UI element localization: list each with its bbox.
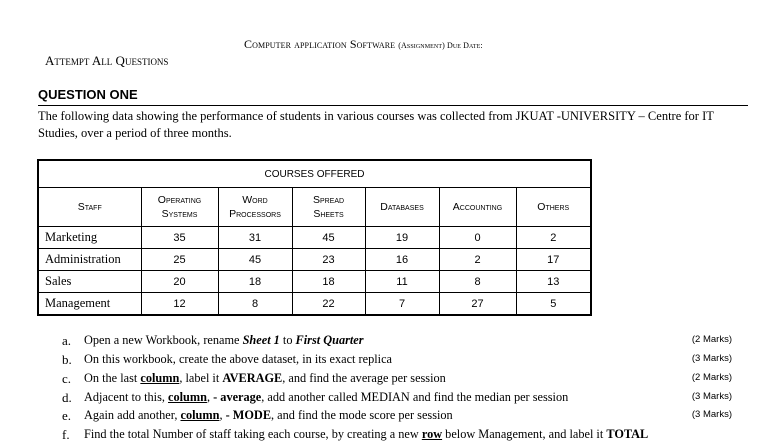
attempt-all-questions: Attempt All Questions <box>45 53 169 68</box>
task-text <box>84 408 453 423</box>
table-row <box>38 293 591 316</box>
task-letter: d. <box>62 390 72 405</box>
task-letter: c. <box>62 371 72 386</box>
column-header-line: Databases <box>380 201 424 213</box>
task-text-part: column <box>180 408 220 422</box>
column-header-line: Sheets <box>313 208 344 220</box>
column-header <box>516 188 591 227</box>
task-text <box>84 333 364 348</box>
table-header-row <box>38 188 591 227</box>
task-text-part: Sheet 1 <box>242 333 280 347</box>
task-text-part: On this workbook, create the above dataset, in its exact replica <box>84 352 392 366</box>
table-cell: 45 <box>218 249 292 271</box>
table-cell: 17 <box>516 249 591 271</box>
table-row <box>38 249 591 271</box>
row-label: Sales <box>38 271 141 293</box>
column-header <box>292 188 365 227</box>
task-text <box>84 371 446 386</box>
table-cell: 45 <box>292 227 365 249</box>
task-text-part: TOTAL <box>606 427 649 441</box>
task-text-part: , and find the mode score per session <box>271 408 453 422</box>
task-marks: (3 Marks) <box>691 409 732 420</box>
task-text-part: below Management, and label it <box>442 427 607 441</box>
task-text-part: Adjacent to this, <box>84 390 169 404</box>
column-header <box>141 188 218 227</box>
task-text-part: First Quarter <box>295 333 364 347</box>
task-marks: (2 Marks) <box>691 372 732 383</box>
task-text-part: , add another called MEDIAN and find the median per session <box>261 390 569 404</box>
task-letter: f. <box>62 427 70 442</box>
table-cell: 19 <box>365 227 439 249</box>
table-cell: 18 <box>218 271 292 293</box>
column-header-line: Systems <box>161 208 198 220</box>
table-row <box>38 227 591 249</box>
title-due-date: (Assignment) Due Date: <box>398 41 483 50</box>
column-header-staff <box>38 188 141 227</box>
heading-rule <box>38 105 748 106</box>
table-cell: 16 <box>365 249 439 271</box>
task-text-part: , and find the average per session <box>282 371 446 385</box>
question-intro: The following data showing the performance of students in various courses was collected from JKUAT -UNIVERSITY – Centre for IT Studies, over a period of three months. <box>38 109 714 140</box>
task-text-part: , label it <box>179 371 223 385</box>
task-text-part: Again add another, <box>84 408 181 422</box>
courses-table <box>37 159 592 316</box>
task-text-part: , <box>219 408 226 422</box>
column-header <box>439 188 516 227</box>
task-text <box>84 390 568 405</box>
table-cell: 5 <box>516 293 591 316</box>
task-text-part: Find the total Number of staff taking each course, by creating a new <box>84 427 422 441</box>
table-cell: 25 <box>141 249 218 271</box>
table-cell: 18 <box>292 271 365 293</box>
table-cell: 20 <box>141 271 218 293</box>
table-cell: 0 <box>439 227 516 249</box>
table-cell: 13 <box>516 271 591 293</box>
table-cell: 2 <box>516 227 591 249</box>
task-text-part: Open a new Workbook, rename <box>84 333 243 347</box>
question-heading: QUESTION ONE <box>38 87 138 102</box>
task-text-part: On the last <box>84 371 141 385</box>
column-header <box>218 188 292 227</box>
table-cell: 8 <box>439 271 516 293</box>
column-header-line: Staff <box>77 201 102 213</box>
task-text <box>84 352 392 367</box>
table-cell: 8 <box>218 293 292 316</box>
title-main: Computer application Software <box>244 37 396 51</box>
task-text-part: - MODE <box>225 408 272 422</box>
task-marks: (3 Marks) <box>691 353 732 364</box>
table-cell: 35 <box>141 227 218 249</box>
table-cell: 23 <box>292 249 365 271</box>
task-item <box>62 408 742 426</box>
column-header-line: Word <box>242 194 268 206</box>
table-body <box>38 227 591 316</box>
task-item <box>62 371 742 389</box>
task-text-part: column <box>168 390 207 404</box>
row-label: Administration <box>38 249 141 271</box>
document-title <box>244 37 483 52</box>
task-item <box>62 427 742 445</box>
task-text-part: , <box>206 390 214 404</box>
task-text-part: - average <box>213 390 262 404</box>
row-label: Marketing <box>38 227 141 249</box>
column-header <box>365 188 439 227</box>
table-caption: COURSES OFFERED <box>38 160 591 188</box>
task-letter: b. <box>62 352 72 367</box>
table-cell: 2 <box>439 249 516 271</box>
task-text-part: column <box>140 371 180 385</box>
table-cell: 11 <box>365 271 439 293</box>
task-text-part: row <box>421 427 443 441</box>
task-letter: a. <box>62 333 72 348</box>
task-marks: (2 Marks) <box>691 334 732 345</box>
task-letter: e. <box>62 408 72 423</box>
column-header-line: Operating <box>157 194 202 206</box>
column-header-line: Others <box>537 201 570 213</box>
task-text <box>84 427 648 442</box>
row-label: Management <box>38 293 141 316</box>
task-item <box>62 352 742 370</box>
task-item <box>62 333 742 351</box>
table-row <box>38 271 591 293</box>
column-header-line: Accounting <box>452 201 503 213</box>
task-text-part: AVERAGE <box>222 371 283 385</box>
table-cell: 7 <box>365 293 439 316</box>
column-header-line: Processors <box>229 208 281 220</box>
task-item <box>62 390 742 408</box>
task-text-part: to <box>279 333 296 347</box>
table-cell: 31 <box>218 227 292 249</box>
task-marks: (3 Marks) <box>691 391 732 402</box>
table-cell: 12 <box>141 293 218 316</box>
column-header-line: Spread <box>312 194 345 206</box>
table-cell: 27 <box>439 293 516 316</box>
table-cell: 22 <box>292 293 365 316</box>
